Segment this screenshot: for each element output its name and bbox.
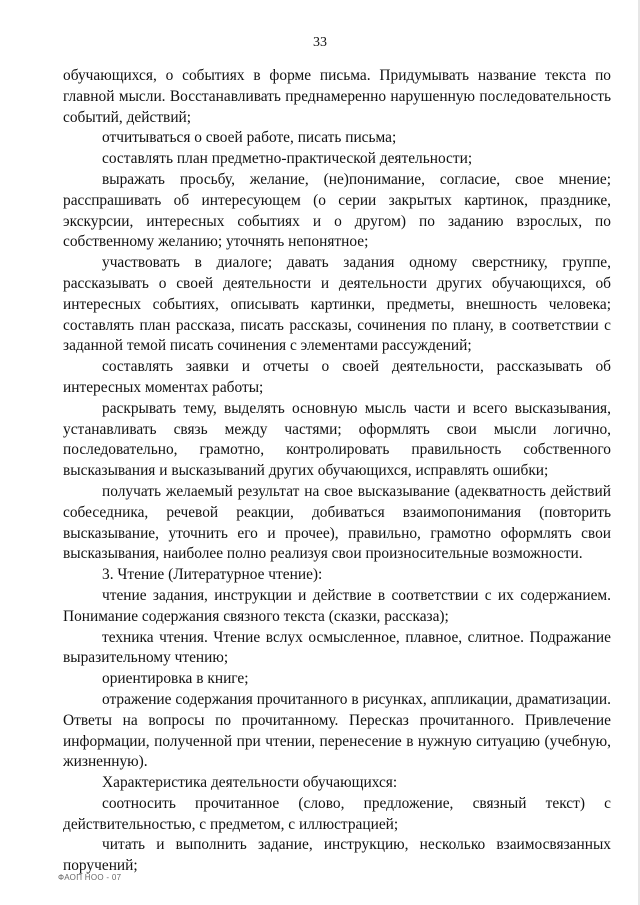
paragraph: чтение задания, инструкции и действие в соответствии с их содержанием. Понимание содержания связного текста (сказки, рассказа); [63,586,611,625]
paragraph: соотносить прочитанное (слово, предложение, связный текст) с действительностью, с предметом, с иллюстрацией; [63,794,611,833]
footer-code: ФАОП НОО - 07 [58,873,122,882]
section-heading: 3. Чтение (Литературное чтение): [102,566,323,584]
body-text [63,66,611,877]
paragraph: составлять заявки и отчеты о своей деятельности, рассказывать об интересных моментах работы; [63,358,611,396]
paragraph: отражение содержания прочитанного в рисунках, аппликации, драматизации. Ответы на вопросы по прочитанному. Пересказ прочитанного. Привлечение информации, полученной при чтении, перенесение в нужную ситуацию (учебную, жизненную). [63,690,611,771]
paragraph: отчитываться о своей работе, писать письма; [102,129,397,147]
paragraph: участвовать в диалоге; давать задания одному сверстнику, группе, рассказывать о своей деятельности и деятельности других обучающихся, об интересных событиях, описывать картинки, предметы, внешность человека; составлять план рассказа, писать рассказы, сочинения по плану, в соответствии с заданной темой писать сочинения с элементами рассуждений; [63,254,611,355]
paragraph: получать желаемый результат на свое высказывание (адекватность действий собеседника, речевой реакции, добиваться взаимопонимания (повторить высказывание, уточнить его и прочее), правильно, грамотно оформлять свои высказывания, наиболее полно реализуя свои произносительные возможности. [63,482,611,563]
subheading: Характеристика деятельности обучающихся: [102,774,398,792]
paragraph: читать и выполнить задание, инструкцию, несколько взаимосвязанных поручений; [63,836,611,875]
paragraph: ориентировка в книге; [102,670,249,688]
paragraph: обучающихся, о событиях в форме письма. Придумывать название текста по главной мысли. Восстанавливать преднамеренно нарушенную последовательность событий, действий; [63,67,611,126]
paragraph: раскрывать тему, выделять основную мысль части и всего высказывания, устанавливать связь между частями; оформлять свои мысли логично, последовательно, грамотно, контролировать правильность собственного высказывания и высказываний других обучающихся, исправлять ошибки; [63,399,611,480]
paragraph: техника чтения. Чтение вслух осмысленное, плавное, слитное. Подражание выразительному чтению; [63,628,611,667]
paragraph: составлять план предметно-практической деятельности; [102,150,473,168]
page-number: 33 [313,35,327,50]
paragraph: выражать просьбу, желание, (не)понимание, согласие, свое мнение; расспрашивать об интересующем (о серии закрытых картинок, празднике, экскурсии, интересных событиях и о другом) по заданию взрослых, по собственному желанию; уточнять непонятное; [63,170,611,251]
